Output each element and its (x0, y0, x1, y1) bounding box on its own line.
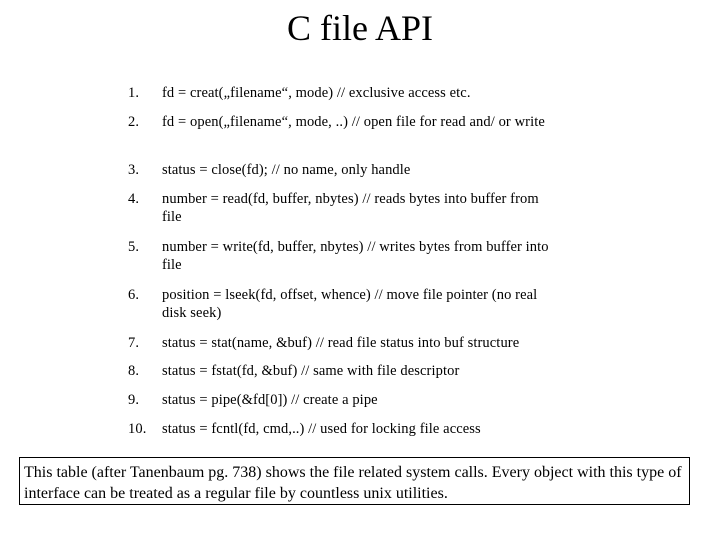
item-number: 1. (128, 85, 140, 101)
item-text: position = lseek(fd, offset, whence) // move file pointer (no real disk seek) (162, 287, 538, 321)
item-number: 10. (128, 421, 147, 437)
item-text: fd = creat(„filename“, mode) // exclusive access etc. (162, 85, 471, 101)
item-text: fd = open(„filename“, mode, ..) // open file for read and/ or write (162, 114, 545, 130)
summary-note: This table (after Tanenbaum pg. 738) shows the file related system calls. Every object with this type of interface can be treated as a regular file by countless unix utilities. (19, 457, 690, 505)
item-text: status = stat(name, &buf) // read file status into buf structure (162, 335, 520, 351)
item-number: 5. (128, 239, 140, 255)
item-text: status = close(fd); // no name, only handle (162, 162, 411, 178)
item-text: status = fcntl(fd, cmd,..) // used for locking file access (162, 421, 481, 437)
item-number: 9. (128, 392, 140, 408)
item-text: status = fstat(fd, &buf) // same with file descriptor (162, 363, 460, 379)
item-text: number = write(fd, buffer, nbytes) // writes bytes from buffer into file (162, 239, 549, 273)
item-text: status = pipe(&fd[0]) // create a pipe (162, 392, 378, 408)
item-number: 6. (128, 287, 140, 303)
item-number: 8. (128, 363, 140, 379)
item-number: 3. (128, 162, 140, 178)
slide-title: C file API (286, 8, 433, 48)
item-number: 4. (128, 191, 140, 207)
item-number: 7. (128, 335, 140, 351)
item-number: 2. (128, 114, 140, 130)
item-text: number = read(fd, buffer, nbytes) // reads bytes into buffer from file (162, 191, 539, 225)
